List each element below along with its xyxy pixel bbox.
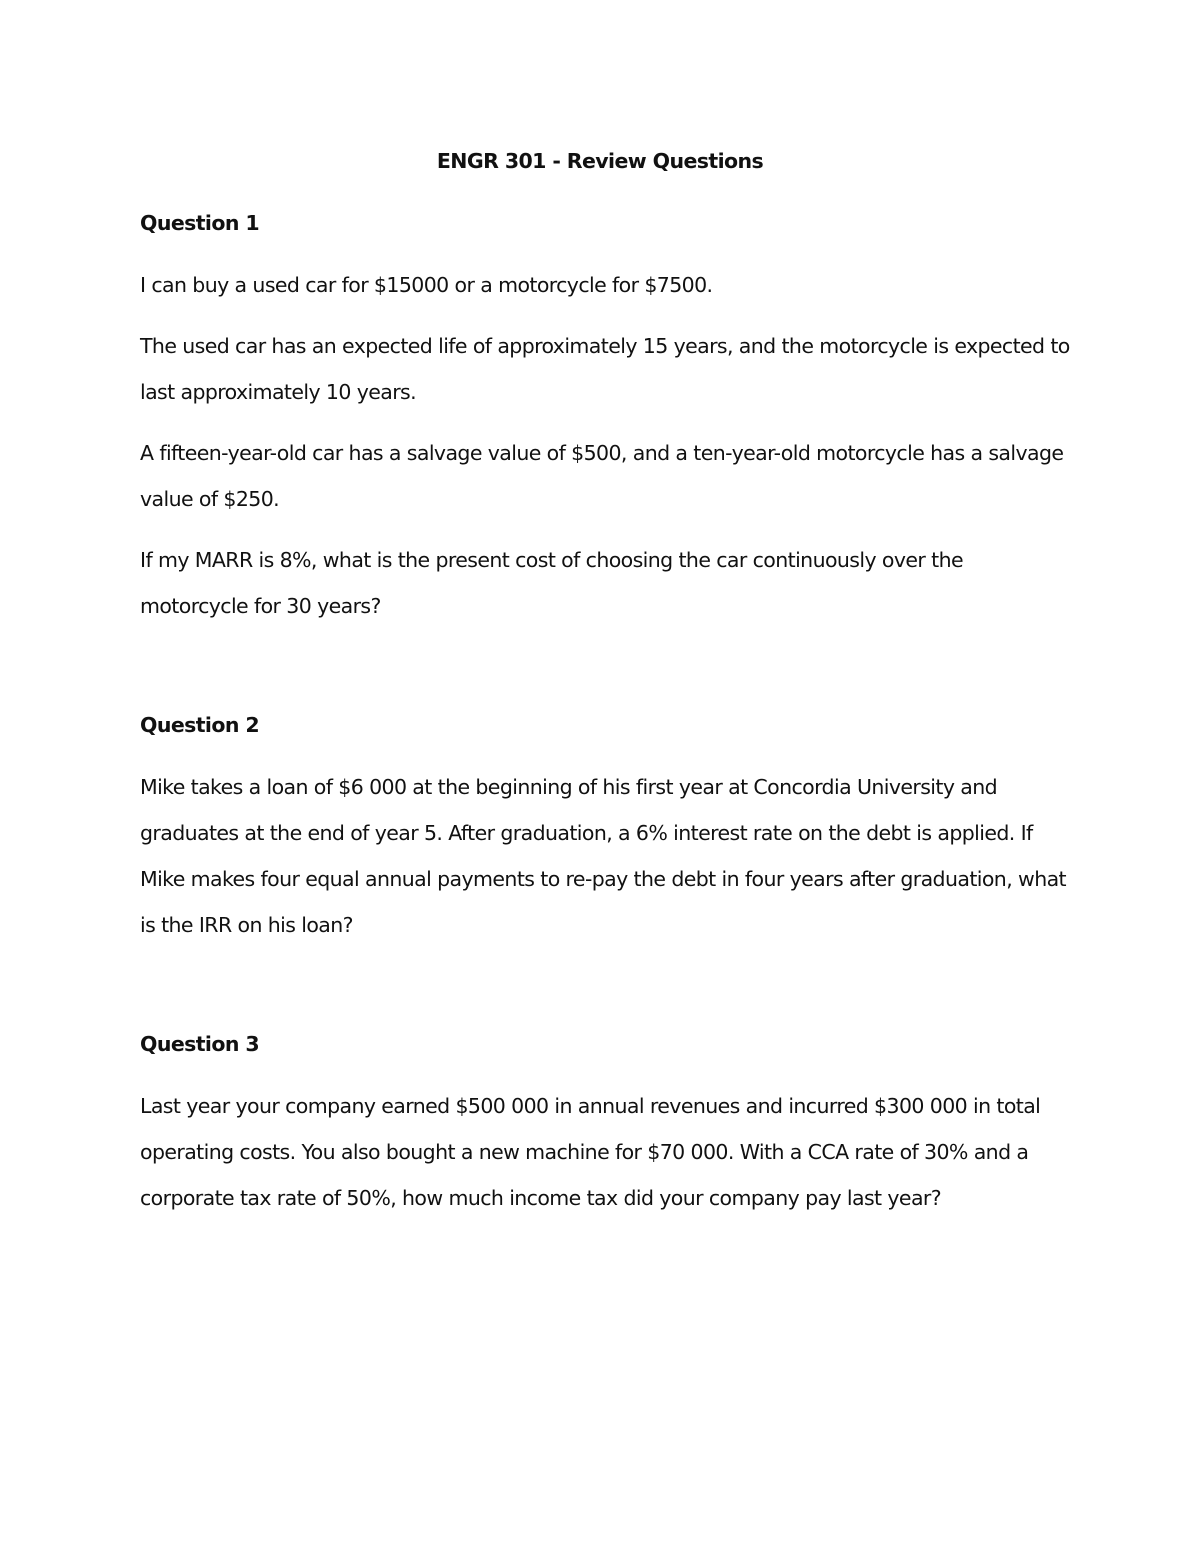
question-2-section: [140, 710, 1070, 948]
question-1-paragraph: The used car has an expected life of approximately 15 years, and the motorcycle is expected to last approximately 10 years.: [140, 334, 1070, 404]
question-1-paragraph: If my MARR is 8%, what is the present cost of choosing the car continuously over the motorcycle for 30 years?: [140, 548, 963, 618]
question-2-heading: Question 2: [140, 713, 260, 737]
question-3-heading: Question 3: [140, 1032, 260, 1056]
question-1-paragraph: I can buy a used car for $15000 or a motorcycle for $7500.: [140, 273, 713, 297]
document-body: [140, 146, 1070, 1221]
question-1-heading: Question 1: [140, 211, 260, 235]
question-2-paragraph: Mike takes a loan of $6 000 at the beginning of his first year at Concordia University and graduates at the end of year 5. After graduation, a 6% interest rate on the debt is applied. If Mike makes four equal annual payments to re-pay the debt in four years after graduation, what is the IRR on his loan?: [140, 775, 1066, 937]
document-title: ENGR 301 - Review Questions: [436, 149, 764, 173]
question-1-paragraph: A fifteen-year-old car has a salvage value of $500, and a ten-year-old motorcycle has a salvage value of $250.: [140, 441, 1064, 511]
question-1-section: [140, 208, 1070, 629]
question-3-paragraph: Last year your company earned $500 000 in annual revenues and incurred $300 000 in total operating costs. You also bought a new machine for $70 000. With a CCA rate of 30% and a corporate tax rate of 50%, how much income tax did your company pay last year?: [140, 1094, 1041, 1210]
question-3-section: [140, 1029, 1070, 1221]
